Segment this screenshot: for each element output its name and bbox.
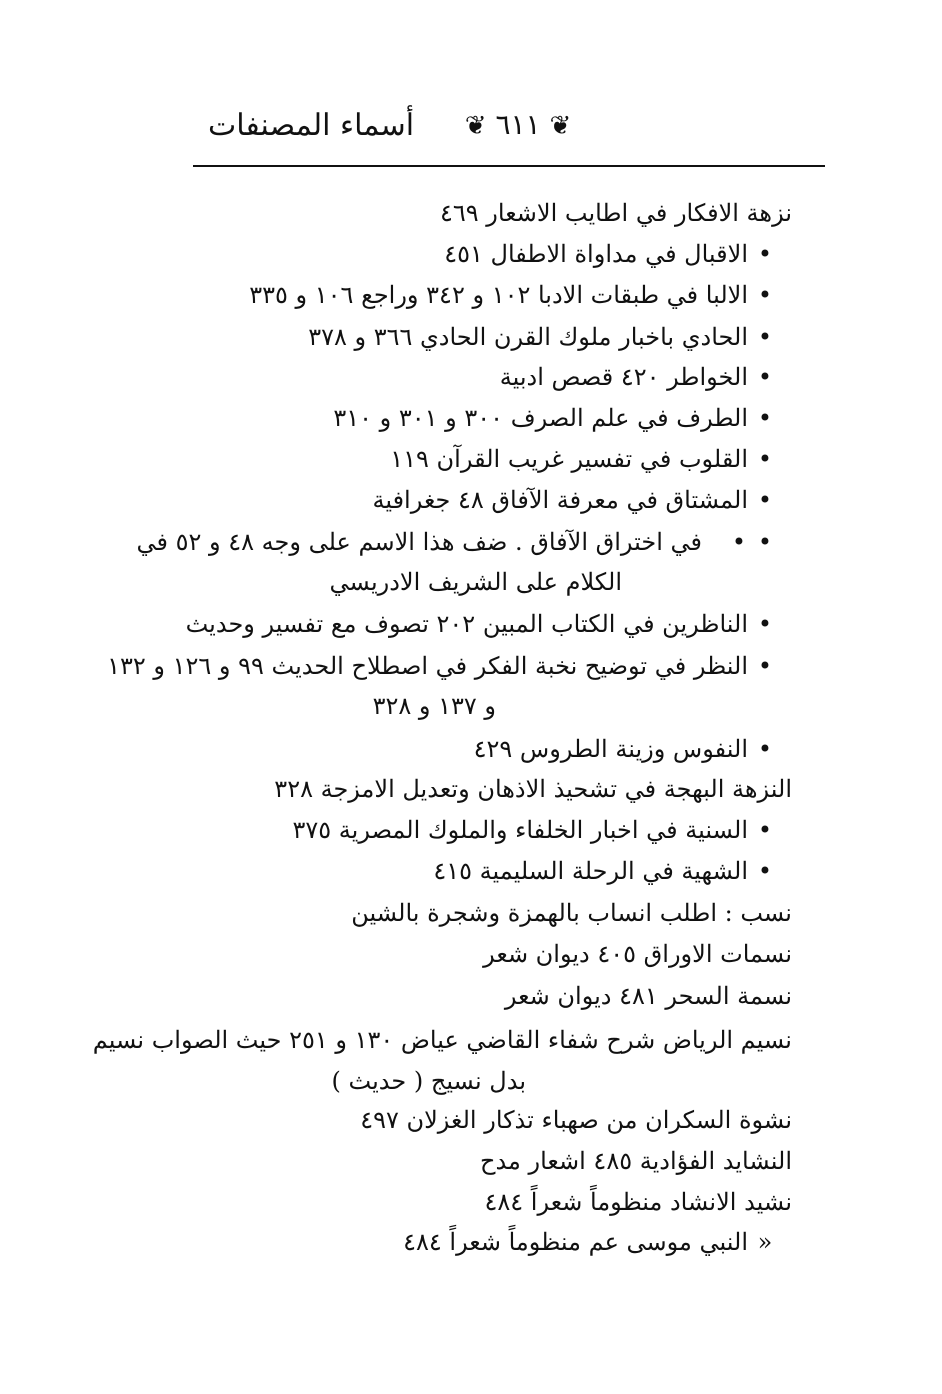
index-entry-continuation: و ١٣٧ و ٣٢٨: [372, 692, 496, 720]
repeat-mark: •: [757, 610, 773, 638]
index-entry: «النبي موسى عم منظوماً شعراً ٤٨٤: [403, 1228, 773, 1256]
index-entry: نسمة السحر ٤٨١ ديوان شعر: [504, 982, 792, 1010]
index-entry: •القلوب في تفسير غريب القرآن ١١٩: [390, 445, 773, 473]
repeat-mark: •: [757, 528, 773, 556]
repeat-mark: •: [757, 857, 773, 885]
repeat-mark: •: [757, 240, 773, 268]
index-entry: نسب : اطلب انساب بالهمزة وشجرة بالشين: [351, 899, 792, 927]
index-entry: ••في اختراق الآفاق . ضف هذا الاسم على وجه ٤٨ و ٥٢ في: [136, 528, 773, 556]
index-entry-continuation: الكلام على الشريف الادريسي: [329, 568, 622, 596]
repeat-mark: •: [757, 404, 773, 432]
index-entry: •النظر في توضيح نخبة الفكر في اصطلاح الحديث ٩٩ و ١٢٦ و ١٣٢: [107, 652, 773, 680]
index-entry: •الطرف في علم الصرف ٣٠٠ و ٣٠١ و ٣١٠: [333, 404, 773, 432]
ornament-icon: ❦: [464, 111, 487, 141]
repeat-mark: •: [757, 735, 773, 763]
index-entry: نشوة السكران من صهباء تذكار الغزلان ٤٩٧: [360, 1106, 792, 1134]
page-number-value: ٦١١: [495, 108, 541, 141]
repeat-mark: •: [757, 363, 773, 391]
index-entry: •المشتاق في معرفة الآفاق ٤٨ جغرافية: [372, 486, 773, 514]
repeat-mark: •: [757, 816, 773, 844]
running-header-title: أسماء المصنفات: [208, 108, 415, 143]
ornament-icon: ❦: [549, 111, 572, 141]
index-entry: النشايد الفؤادية ٤٨٥ اشعار مدح: [479, 1147, 792, 1175]
index-entry: •الاقبال في مداواة الاطفال ٤٥١: [444, 240, 773, 268]
repeat-mark: •: [757, 323, 773, 351]
index-entry-continuation: بدل نسيج ( حديث ): [331, 1067, 526, 1095]
index-entry: •الناظرين في الكتاب المبين ٢٠٢ تصوف مع تفسير وحديث: [185, 610, 773, 638]
repeat-mark: •: [757, 652, 773, 680]
index-entry: نسمات الاوراق ٤٠٥ ديوان شعر: [483, 940, 792, 968]
index-entry: •الحادي باخبار ملوك القرن الحادي ٣٦٦ و ٣٧٨: [308, 323, 773, 351]
index-entry: النزهة البهجة في تشحيذ الاذهان وتعديل الامزجة ٣٢٨: [274, 775, 792, 803]
repeat-mark: •: [757, 281, 773, 309]
page-number: [458, 108, 578, 141]
index-entry: نشيد الانشاد منظوماً شعراً ٤٨٤: [484, 1188, 792, 1216]
repeat-mark: •: [731, 528, 747, 556]
index-entry: نسيم الرياض شرح شفاء القاضي عياض ١٣٠ و ٢٥١ حيث الصواب نسيم: [92, 1026, 792, 1054]
repeat-mark: •: [757, 486, 773, 514]
index-entry: •السنية في اخبار الخلفاء والملوك المصرية ٣٧٥: [292, 816, 773, 844]
index-entry: •الالبا في طبقات الادبا ١٠٢ و ٣٤٢ وراجع ١٠٦ و ٣٣٥: [249, 281, 773, 309]
repeat-mark: «: [757, 1228, 773, 1256]
index-entry: •الشهية في الرحلة السليمية ٤١٥: [433, 857, 773, 885]
index-entry: نزهة الافكار في اطايب الاشعار ٤٦٩: [440, 199, 792, 227]
index-entry: •الخواطر ٤٢٠ قصص ادبية: [499, 363, 773, 391]
header-rule: [193, 165, 825, 167]
repeat-mark: •: [757, 445, 773, 473]
index-entry: •النفوس وزينة الطروس ٤٢٩: [473, 735, 773, 763]
